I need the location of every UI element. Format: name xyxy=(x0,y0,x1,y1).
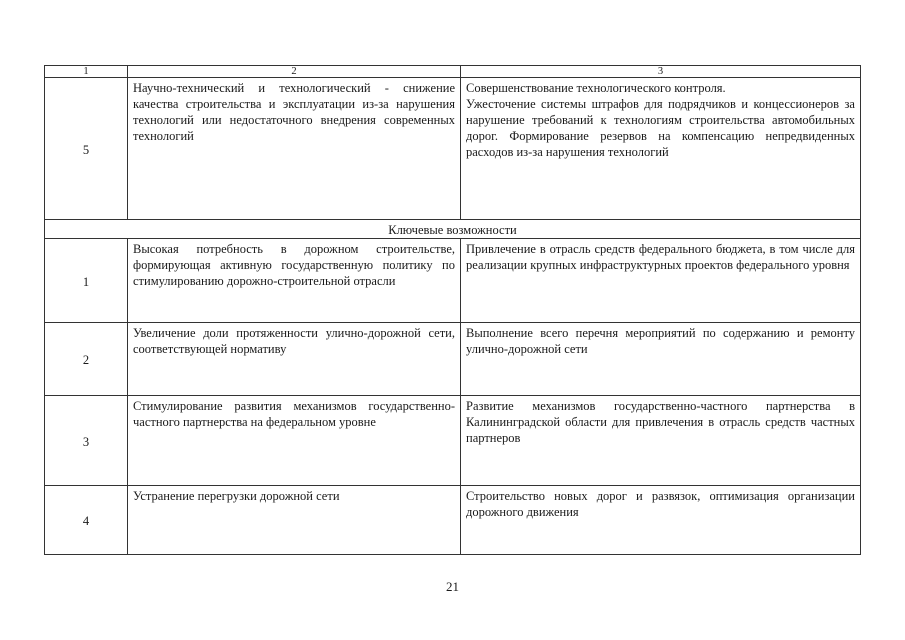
action-cell: Развитие механизмов государственно-частного партнерства в Калининградской области для привлечения в отрасль средств частных партнеров xyxy=(461,396,861,486)
column-number-3: 3 xyxy=(461,66,861,78)
column-number-row xyxy=(45,66,861,78)
measure-text: Совершенствование технологического контроля. xyxy=(466,81,726,95)
measure-text: Ужесточение системы штрафов для подрядчиков и концессионеров за нарушение требований к технологиям строительства автомобильных дорог. Формирование резервов на компенсацию непредвиденных расходов из-за нарушения технологий xyxy=(466,97,855,159)
row-number: 4 xyxy=(45,486,128,555)
table-row xyxy=(45,239,861,323)
risk-opportunity-table xyxy=(44,65,861,555)
row-number: 2 xyxy=(45,323,128,396)
measures-cell xyxy=(461,78,861,220)
table-row xyxy=(45,323,861,396)
opportunity-cell: Высокая потребность в дорожном строительстве, формирующая активную государственную политику по стимулированию дорожно-строительной отрасли xyxy=(128,239,461,323)
row-number: 1 xyxy=(45,239,128,323)
opportunity-cell: Стимулирование развития механизмов государственно-частного партнерства на федеральном уровне xyxy=(128,396,461,486)
column-number-2: 2 xyxy=(128,66,461,78)
opportunity-cell: Устранение перегрузки дорожной сети xyxy=(128,486,461,555)
threat-cell: Научно-технический и технологический - снижение качества строительства и эксплуатации из-за нарушения технологий или недостаточного внедрения современных технологий xyxy=(128,78,461,220)
row-number: 3 xyxy=(45,396,128,486)
table-row xyxy=(45,78,861,220)
page-number: 21 xyxy=(446,579,459,594)
action-cell: Выполнение всего перечня мероприятий по содержанию и ремонту улично-дорожной сети xyxy=(461,323,861,396)
action-cell: Привлечение в отрасль средств федерального бюджета, в том числе для реализации крупных инфраструктурных проектов федерального уровня xyxy=(461,239,861,323)
row-number: 5 xyxy=(45,78,128,220)
table-row xyxy=(45,486,861,555)
table-row xyxy=(45,396,861,486)
column-number-1: 1 xyxy=(45,66,128,78)
section-title: Ключевые возможности xyxy=(45,220,861,239)
section-row xyxy=(45,220,861,239)
opportunity-cell: Увеличение доли протяженности улично-дорожной сети, соответствующей нормативу xyxy=(128,323,461,396)
action-cell: Строительство новых дорог и развязок, оптимизация организации дорожного движения xyxy=(461,486,861,555)
